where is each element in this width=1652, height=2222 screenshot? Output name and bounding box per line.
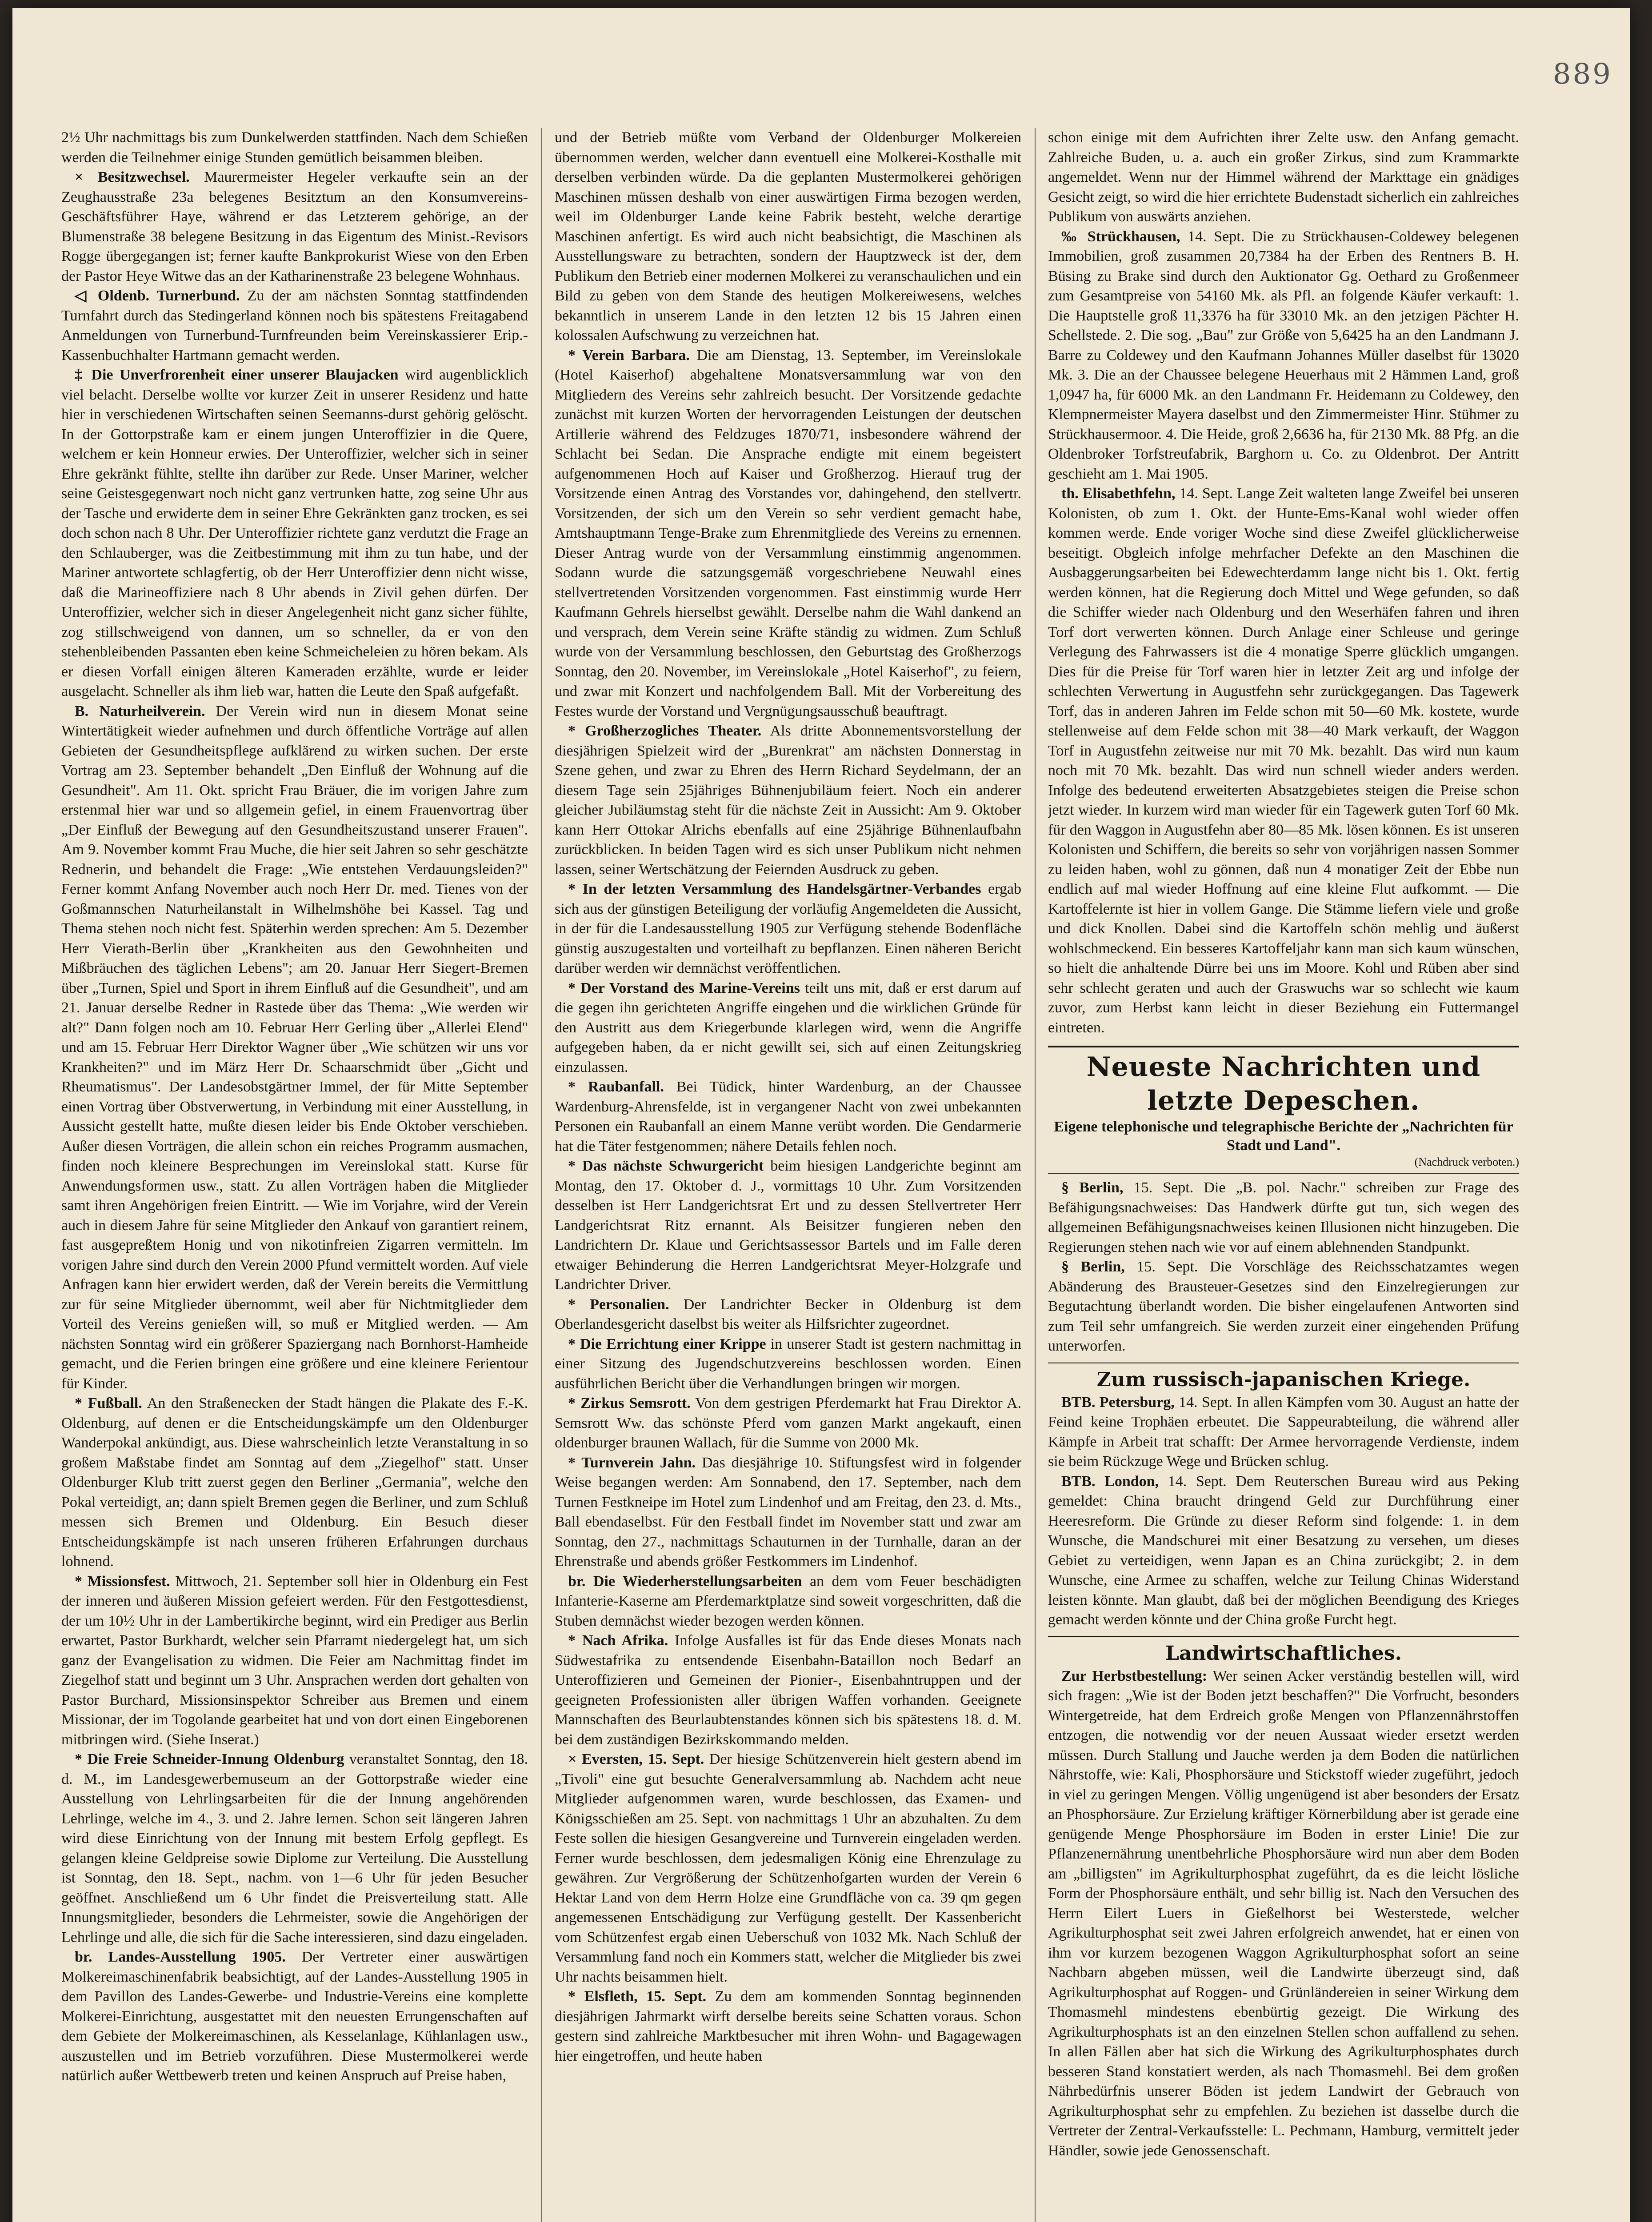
article-paragraph — [555, 1394, 1021, 1453]
article-heading: * Der Vorstand des Marine-Vereins — [568, 979, 800, 996]
article-paragraph — [1048, 1472, 1519, 1630]
article-paragraph — [61, 1947, 528, 2086]
article-text: Die am Dienstag, 13. September, im Vereinslokale (Hotel Kaiserhof) abgehaltene Monatsversammlung war von den Mitgliedern des Vereins sehr zahlreich besucht. Der Vorsitzende gedachte zunächst mit kurzen Worten der hervorragenden Leistungen der deutschen Artillerie während des Feldzuges 1870/71, insbesondere während der Schlacht bei Sedan. Die Ansprache endigte mit einem begeistert aufgenommenen Hoch auf Kaiser und Großherzog. Hierauf trug der Vorsitzende einen Antrag des Vorstandes vor, dahingehend, den stellvertr. Vorsitzenden, der sich um den Verein so sehr verdient gemacht habe, Amtshauptmann Tenge-Brake zum Ehrenmitgliede des Vereins zu ernennen. Dieser Antrag wurde von der Versammlung einstimmig angenommen. Sodann wurde die satzungsgemäß vorgeschriebene Neuwahl eines stellvertretenden Vorsitzenden vorgenommen. Fast einstimmig wurde Herr Kaufmann Gehrels hierselbst gewählt. Derselbe nahm die Wahl dankend an und versprach, dem Verein seine Kräfte ständig zu widmen. Zum Schluß wurde von der Versammlung beschlossen, den Geburtstag des Großherzogs Sonntag, den 20. November, im Vereinslokale „Hotel Kaiserhof", zu feiern, und zwar mit Konzert und nachfolgendem Ball. Mit der Vorbereitung des Festes wurde der Vorstand und Vergnügungsausschuß beauftragt. — [555, 347, 1021, 719]
article-text: und der Betrieb müßte vom Verband der Oldenburger Molkereien übernommen werden, welcher dann eventuell eine Molkerei-Kosthalle mit derselben verbinden würde. Da die geplanten Mustermolkerei gehörigen Maschinen müssen deshalb von einer auswärtigen Firma bezogen werden, weil im Oldenburger Lande keine Fabrik besteht, welche derartige Maschinen anfertigt. Es wird auch nicht beabsichtigt, die Maschinen als Ausstellungsware zu betrachten, sondern der Hauptzweck ist der, dem Publikum den Betrieb einer modernen Molkerei zu veranschaulichen und ein Bild zu geben von dem Stande des heutigen Molkereiwesens, welches bekanntlich in unserem Lande in den letzten 12 bis 15 Jahren einen kolossalen Aufschwung zu verzeichnen hat. — [555, 129, 1021, 344]
article-paragraph — [555, 1750, 1021, 1987]
article-text: Von dem gestrigen Pferdemarkt hat Frau Direktor A. Semsrott Ww. das schönste Pferd vom ganzen Markt angekauft, einen oldenburger braunen Wallach, für die Summe von 2000 Mk. — [555, 1395, 1021, 1451]
article-heading: * Die Errichtung einer Krippe — [568, 1335, 766, 1352]
latest-news-items — [1048, 1178, 1519, 1356]
article-heading: br. Die Wiederherstellungsarbeiten — [568, 1573, 802, 1590]
article-heading: Zur Herbstbestellung: — [1061, 1667, 1208, 1684]
war-section-title: Zum russisch-japanischen Kriege. — [1048, 1363, 1519, 1393]
newspaper-page — [12, 8, 1630, 2222]
article-text: Der Landrichter Becker in Oldenburg ist dem Oberlandesgericht daselbst bis weiter als Hilfsrichter zugeordnet. — [555, 1296, 1021, 1332]
column-right — [1048, 128, 1519, 2222]
article-heading: * Die Freie Schneider-Innung Oldenburg — [75, 1751, 344, 1767]
article-text: Der hiesige Schützenverein hielt gestern abend im „Tivoli" eine gut besuchte Generalversammlung ab. Nachdem acht neue Mitglieder aufgenommen waren, wurde beschlossen, das Examen- und Königsschießen am 25. Sept. von nachmittags 1 Uhr an abzuhalten. Zu dem Feste sollen die hiesigen Gesangvereine und Turnverein eingeladen werden. Ferner wurde beschlossen, dem jedesmaligen König eine Ehrenzulage zu gewähren. Zur Vergrößerung der Schützenhofgarten wurden der Verein 6 Hektar Land von dem Herrn Holze eine Grundfläche von ca. 39 qm gegen angemessenen Entschädigung zur Verfügung gestellt. Der Kassenbericht vom Schützenfest ergab einen Ueberschuß von 1032 Mk. Nach Schluß der Versammlung fand noch ein Kommers statt, welcher die Mitglieder bis zwei Uhr nachts beisammen hielt. — [555, 1751, 1021, 1985]
article-text: Maurermeister Hegeler verkaufte sein an der Zeughausstraße 23a belegenes Besitztum an den Konsumvereins-Geschäftsführer Haye, während er das Letzterem gehörige, an der Blumenstraße 38 belegene Besitzung in das Eigentum des Minist.-Revisors Rogge übergegangen ist; ferner kaufte Bankprokurist Wiese von den Erben der Pastor Heye Witwe das an der Katharinenstraße 23 belegene Wohnhaus. — [61, 169, 528, 284]
latest-news-title: Neueste Nachrichten und letzte Depeschen. — [1086, 1051, 1481, 1116]
article-text: schon einige mit dem Aufrichten ihrer Zelte usw. den Anfang gemacht. Zahlreiche Buden, u. a. auch ein großer Zirkus, sind zum Krammarkte angemeldet. Wenn nur der Himmel während der Markttage ein gnädiges Gesicht zeigt, so wird die hier errichtete Budenstadt sicherlich ein zahlreiches Publikum von auswärts anziehen. — [1048, 129, 1519, 225]
article-text: 14. Sept. Die zu Strückhausen-Coldewey belegenen Immobilien, groß zusammen 20,7384 ha der Erben des Rentners B. H. Büsing zu Brake sind durch den Auktionator Gg. Oethard zu Großenmeer zum Gesamtpreise von 54160 Mk. als Pfl. an folgende Käufer verkauft: 1. Die Hauptstelle groß 11,3376 ha für 33010 Mk. an den jetzigen Pächter H. Schellstede. 2. Die sog. „Bau" zur Größe von 5,6425 ha an den Landmann J. Barre zu Coldewey und den Kaufmann Johannes Müller daselbst für 13020 Mk. 3. Die an der Chaussee belegene Heuerhaus mit 2 Hämmen Land, groß 1,0947 ha, für 6000 Mk. an den Landmann Fr. Heidemann zu Coldewey, den Klempnermeister Mayera daselbst und den Zimmermeister Hinr. Stühmer zu Strückhausermoor. 4. Die Heide, groß 2,6636 ha, für 2130 Mk. 88 Pfg. an die Oldenbroker Torfstreufabrik, Barghorn u. Co. zu Oldenbrot. Der Antritt geschieht am 1. Mai 1905. — [1048, 228, 1519, 482]
article-heading: * Missionsfest. — [75, 1573, 170, 1590]
article-text: Mittwoch, 21. September soll hier in Oldenburg ein Fest der inneren und äußeren Mission gefeiert werden. Für den Festgottesdienst, der um 10½ Uhr in der Lambertikirche beginnt, wird ein Prediger aus Berlin erwartet, Pastor Burkhardt, welcher sein Pfarramt niedergelegt hat, um sich ganz der Evangelisation zu widmen. Die Feier am Nachmittag findet im Ziegelhof statt und beginnt um 3 Uhr. Ansprachen werden dort gehalten von Pastor Burchard, Missionsinspektor Schreiber aus Bremen und einem Missionar, der im Togolande gearbeitet hat und von dort einen Eingeborenen mitbringen wird. (Siehe Inserat.) — [61, 1573, 528, 1748]
article-heading: br. Landes-Ausstellung 1905. — [75, 1949, 286, 1965]
article-text: Als dritte Abonnementsvorstellung der diesjährigen Spielzeit wird der „Burenkrat" am nächsten Donnerstag in Szene gehen, und zwar zu Ehren des Herrn Richard Seydelmann, der an diesem Tage sein 25jähriges Bühnenjubiläum feiert. Noch ein anderer gleicher Jubiläumstag steht für die nächste Zeit in Aussicht: Am 9. Oktober kann Herr Ottokar Alrichs ebenfalls auf eine 25jährige Bühnenlaufbahn zurückblicken. In beiden Tagen wird es sich unser Publikum nicht nehmen lassen, seiner Wertschätzung der Feiernden Ausdruck zu geben. — [555, 723, 1021, 878]
article-paragraph — [61, 168, 528, 286]
article-paragraph — [555, 1453, 1021, 1572]
article-text: teilt uns mit, daß er erst darum auf die gegen ihn gerichteten Angriffe eingehen und die wirklichen Gründe für den Austritt aus dem Kriegerbunde klarlegen wird, wenn die Angriffe aufgegeben haben, da er nicht gewillt sei, sich auf einen Zeitungskrieg einzulassen. — [555, 979, 1021, 1075]
article-text: 14. Sept. Lange Zeit walteten lange Zweifel bei unseren Kolonisten, ob zum 1. Okt. der Hunte-Ems-Kanal wohl wieder offen kommen werde. Ende voriger Woche sind diese Zweifel glücklicherweise beseitigt. Obgleich infolge mehrfacher Defekte an den Maschinen die Ausbaggerungsarbeiten bei Edewechterdamm lange nicht bis 1. Okt. fertig werden können, hat die Regierung doch Mittel und Wege gefunden, so daß die Schiffer wieder nach Oldenburg und den Weserhäfen fahren und ihren Torf dort verwerten können. Durch Anlage einer Schleuse und geringe Verlegung des Fahrwassers ist die 4 monatige Sperre glücklich umgangen. Dies für die Preise für Torf waren hier in letzter Zeit arg und infolge der schlechten Verwertung in Augustfehn sehr zurückgegangen. Das Tagewerk Torf, das in anderen Jahren im Felde schon mit 50—60 Mk. kostete, wurde stellenweise auf dem Felde schon mit 38—40 Mark verkauft, der Waggon Torf in Augustfehn zeitweise nur mit 70 Mk. bezahlt. Das wird nun kaum noch mit 70 Mk. bezahlt. Das wird nun schnell wieder anders werden. Infolge des bedeutend erweiterten Absatzgebietes steigen die Preise schon jetzt wieder. In kurzem wird man wieder für ein Tagewerk guten Torf 60 Mk. für den Waggon in Augustfehn aber 80—85 Mk. lösen können. Es ist unseren Kolonisten und Schiffern, die bereits so sehr von vorjährigen nassen Sommer zu leiden haben, wohl zu gönnen, daß nun 4 monatiger Zeit der Ebbe nun endlich auf mal wieder Hoffnung auf eine kleine Flut aufkommt. — Die Kartoffelernte ist hier in vollem Gange. Die Stämme liefern viele und große und dick Knollen. Dabei sind die Kartoffeln schön mehlig und äußerst wohlschmeckend. Ein besseres Kartoffeljahr kann man sich kaum wünschen, so hielt die anhaltende Dürre bei uns im Moore. Kohl und Rüben aber sind sehr schlecht geraten und auch der Graswuchs war so schlecht wie kaum zuvor, zum Herbst kann leicht in dieser Beziehung ein Futtermangel eintreten. — [1048, 485, 1519, 1036]
article-text: Der Vertreter einer auswärtigen Molkereimaschinenfabrik beabsichtigt, auf der Landes-Ausstellung 1905 in dem Pavillon des Landes-Gewerbe- und Industrie-Vereins eine komplette Molkerei-Einrichtung, ausgestattet mit den neuesten Errungenschaften auf dem Gebiete der Molkereimaschinen, als Kesselanlage, Kühlanlagen usw., auszustellen und im Betrieb vorzuführen. Diese Mustermolkerei werde natürlich außer Wettbewerb treten und keinen Anspruch auf Preise haben, — [61, 1949, 528, 2084]
article-heading: ‰ Strückhausen, — [1061, 228, 1180, 245]
article-text: Infolge Ausfalles ist für das Ende dieses Monats nach Südwestafrika zu entsendende Eisenbahn-Bataillon noch Bedarf an Unteroffizieren und Gemeinen der Pionier-, Eisenbahntruppen und der geeigneten Professionisten aller übrigen Waffen vorhanden. Geeignete Mannschaften des Beurlaubtenstandes können sich bis spätestens 18. d. M. bei dem zuständigen Bezirkskommando melden. — [555, 1632, 1021, 1748]
latest-news-subtitle: Eigene telephonische und telegraphische Berichte der „Nachrichten für Stadt und Land". — [1054, 1119, 1513, 1154]
article-text: Der Verein wird nun in diesem Monat seine Wintertätigkeit wieder aufnehmen und durch öffentliche Vorträge auf allen Gebieten der Gesundheitspflege aufklärend zu wirken suchen. Der erste Vortrag am 23. September behandelt „Den Einfluß der Wohnung auf die Gesundheit". Am 11. Okt. spricht Frau Bräuer, die im vorigen Jahre zum erstenmal hier war und so allgemein gefiel, in einem Frauenvortrag über „Der Einfluß der Bewegung auf den Gesundheitszustand unserer Frauen". Am 9. November kommt Frau Muche, die hier seit Jahren so sehr geschätzte Rednerin, und behandelt die Frage: „Wie entstehen Verdauungsleiden?" Ferner kommt Anfang November auch noch Herr Dr. med. Tienes von der Goßmannschen Naturheilanstalt in Wilhelmshöhe bei Kassel. Tag und Thema stehen noch nicht fest. Späterhin werden sprechen: Am 5. Dezember Herr Vierath-Berlin über „Krankheiten aus den Gewohnheiten und Mißbräuchen des täglichen Lebens"; am 20. Januar Herr Siegert-Bremen über „Turnen, Spiel und Sport in ihrem Einfluß auf die Gesundheit", und am 21. Januar derselbe Redner in Rastede über das Thema: „Wie werden wir alt?" Dann folgen noch am 10. Februar Herr Gerling über „Allerlei Elend" und am 15. Februar Herr Direktor Wagner über „Wie schützen wir uns vor Krankheiten?" und im März Herr Dr. Schaarschmidt über „Gicht und Rheumatismus". Der Landesobstgärtner Immel, der für Mitte September einen Vortrag über Obstverwertung, in Verbindung mit einer Ausstellung, in Aussicht gestellt hatte, mußte diesen leider bis Ende Oktober verschieben. Außer diesen Vorträgen, die allein schon ein reiches Programm ausmachen, finden noch kleinere Besprechungen im Vereinslokal statt. Kurse für Anwendungsformen usw., statt. Zu allen Vorträgen haben die Mitglieder samt ihren Angehörigen freien Eintritt. — Wie im Vorjahre, wird der Verein auch in diesem Jahre für seine Mitglieder den Ankauf von garantiert reinem, fast ausgepreßtem Honig und von nikotinfreien Zigarren vermitteln. Im vorigen Jahre sind durch den Verein 2000 Pfund vermittelt worden. Auf viele Anfragen kann hier erwidert werden, daß der Verein bereits die Vermittlung zur für seine Mitglieder übernommt, weil aber für Nichtmitglieder dem Vorteil des Vereins genießen will, so muß er Mitglied werden. — Am nächsten Sonntag wird ein größerer Spaziergang nach Bornhorst-Hamheide gemacht, und die Ferien bringen eine größere und eine kleinere Ferientour für Kinder. — [61, 703, 528, 1392]
article-paragraph — [61, 1750, 528, 1947]
column-rule — [541, 128, 542, 2222]
article-paragraph — [555, 879, 1021, 979]
article-text: veranstaltet Sonntag, den 18. d. M., im Landesgewerbemuseum an der Gottorpstraße wieder eine Ausstellung von Lehrlingsarbeiten für die der Innung angehörenden Lehrlinge, welche im 4., 3. und 2. Jahre lernen. Schon seit längeren Jahren wird diese Einrichtung von der Innung mit bestem Erfolg gepflegt. Es gelangen kleine Geldpreise sowie Diplome zur Verteilung. Die Ausstellung ist Sonntag, den 18. Sept., nachm. von 1—6 Uhr für jeden Besucher geöffnet. Anschließend um 6 Uhr findet die Preisverteilung statt. Alle Innungsmitglieder, besonders die Lehrmeister, sowie die Angehörigen der Lehrlinge und alle, die sich für die Sache interessieren, sind dazu eingeladen. — [61, 1751, 528, 1946]
article-text: Das diesjährige 10. Stiftungsfest wird in folgender Weise begangen werden: Am Sonnabend, den 17. September, nach dem Turnen Festkneipe im Hotel zum Lindenhof und am Freitag, den 23. d. Mts., Ball ebendaselbst. Für den Festball findet im November statt und zwar am Sonntag, den 27., nachmittags Schauturnen in der Turnhalle, daran an der Ehrenstraße und abends größer Festkommers im Lindenhof. — [555, 1454, 1021, 1570]
article-heading: § Berlin, — [1061, 1179, 1124, 1196]
article-paragraph — [555, 1572, 1021, 1631]
agriculture-items — [1048, 1666, 1519, 2161]
latest-news-header — [1048, 1046, 1519, 1174]
article-paragraph — [61, 286, 528, 365]
article-heading: th. Elisabethfehn, — [1061, 485, 1176, 502]
article-text: in unserer Stadt ist gestern nachmittag in einer Sitzung des Jugendschutzvereins beschlossen worden. Einen ausführlichen Bericht über die Verhandlungen bringen wir morgen. — [555, 1335, 1021, 1392]
article-paragraph — [555, 1631, 1021, 1750]
article-heading: * Fußball. — [75, 1395, 142, 1411]
article-text: ergab sich aus der günstigen Beteiligung der vorläufig Angemeldeten die Aussicht, in der für die Landesausstellung 1905 zur Verfügung stehende Bodenfläche günstig auszugestalten und vorteilhaft zu bepflanzen. Einen näheren Bericht darüber werden wir demnächst veröffentlichen. — [555, 881, 1021, 976]
article-paragraph — [1048, 128, 1519, 227]
article-heading: × Besitzwechsel. — [75, 169, 190, 185]
article-text: an dem vom Feuer beschädigten Infanterie-Kaserne am Pferdemarktplatze sind soweit vorgeschritten, daß die Stuben demnächst wieder bezogen werden können. — [555, 1573, 1021, 1629]
article-heading: * Großherzogliches Theater. — [568, 723, 762, 739]
column-middle — [555, 128, 1021, 2222]
article-text: 14. Sept. Dem Reuterschen Bureau wird aus Peking gemeldet: China braucht dringend Geld zur Durchführung einer Heeresreform. Die Gründe zu dieser Reform sind folgende: 1. in dem Wunsche, die Mandschurei mit einer Besatzung zu versehen, um dieses Gebiet zu verteidigen, wenn Japan es an China zurückgibt; 2. in dem Wunsche, eine Armee zu schaffen, welche zur Teilung Chinas Widerstand leisten könnte. Man glaubt, daß bei der möglichen Beendigung des Krieges gemacht werden könnte und der China große Furcht hegt. — [1048, 1473, 1519, 1628]
article-text: Zu der am nächsten Sonntag stattfindenden Turnfahrt durch das Stedingerland können noch bis spätestens Freitagabend Anmeldungen von Turnerbund-Turnfreunden beim Vereinskassierer Erip.-Kassenbuchhalter Hartmann gemacht werden. — [61, 288, 528, 364]
article-heading: § Berlin, — [1061, 1259, 1125, 1275]
article-heading: * Nach Afrika. — [568, 1632, 668, 1649]
article-heading: ◁ Oldenb. Turnerbund. — [75, 288, 240, 304]
article-paragraph — [1048, 227, 1519, 484]
article-text: Wer seinen Acker verständig bestellen will, wird sich fragen: „Wie ist der Boden jetzt beschaffen?" Die Vorfrucht, besonders Wintergetreide, hat dem Erdreich große Mengen von Pflanzennährstoffen entzogen, die notwendig vor der neuen Aussaat wieder ersetzt werden müssen. Durch Stallung und Jauche werden ja dem Boden die natürlichen Nährstoffe, wie: Kali, Phosphorsäure und Stickstoff wieder zugeführt, jedoch in viel zu geringen Mengen. Völlig ungenügend ist aber besonders der Ersatz an Phosphorsäure. Zur Erzielung kräftiger Körnerbildung aber ist gerade eine genügende Menge Phosphorsäure im Boden in erster Linie! Die zur Pflanzenernährung unentbehrliche Phosphorsäure wird nun aber dem Boden am „billigsten" im Agrikulturphosphat zugeführt, da es die leicht lösliche Form der Phosphorsäure enthält, und sehr billig ist. Nach den Versuchen des Herrn Eilert Luers in Gießelhorst bei Westerstede, welcher Agrikulturphosphat seit zwei Jahren erfolgreich anwendet, hat er einen von ihm vor kurzem bezogenen Waggon Agrikulturphosphat sofort an seine Nachbarn abgeben müssen, weil die Landwirte überzeugt sind, daß Agrikulturphosphat auf Roggen- und Grünländereien in seiner Wirkung dem Thomasmehl mindestens ebenbürtig gezeigt. Die Wirkung des Agrikulturphosphats ist an den einzelnen Stellen schon auffallend zu sehen. In allen Fällen aber hat sich die Wirkung des Agrikulturphosphates durch besseren Stand konstatiert werden, als nach Thomasmehl. Bei dem großen Nährbedürfnis unserer Böden ist jedem Landwirt der Gebrauch von Agrikulturphosphat sehr zu empfehlen. Zu beziehen ist dasselbe durch die Vertreter der Zentral-Verkaufsstelle: L. Pechmann, Hamburg, vermittelt jeder Händler, sowie jede Genossenschaft. — [1048, 1667, 1519, 2159]
article-paragraph — [61, 128, 528, 168]
article-heading: BTB. London, — [1061, 1473, 1159, 1490]
article-text: 14. Sept. In allen Kämpfen vom 30. August an hatte der Feind keine Trophäen erbeutet. Die Sappeurabteilung, die während aller Kämpfe in Arbeit trat schafft: Der Armee hervorragende Verdienste, indem sie beim Rückzuge Wege und Brücken schlug. — [1048, 1394, 1519, 1470]
article-paragraph — [555, 1987, 1021, 2066]
article-paragraph — [555, 1077, 1021, 1156]
article-paragraph — [555, 128, 1021, 346]
article-heading: ‡ Die Unverfrorenheit einer unserer Blaujacken — [75, 367, 399, 383]
article-text: beim hiesigen Landgerichte beginnt am Montag, den 17. Oktober d. J., vormittags 10 Uhr. Zum Vorsitzenden desselben ist Herr Landgerichtsrat Ert und zu dessen Stellvertreter Herr Landgerichtsrat Ritz ernannt. Als Beisitzer fungieren neben den Landrichtern Dr. Klaue und Gerichtsassessor Bartels und im Falle deren etwaiger Behinderung die Herren Landgerichtsrat Meyer-Holzgrafe und Landrichter Driver. — [555, 1158, 1021, 1293]
article-paragraph — [555, 1335, 1021, 1394]
article-paragraph — [555, 1295, 1021, 1335]
article-heading: * Zirkus Semsrott. — [568, 1395, 691, 1411]
article-paragraph — [555, 721, 1021, 879]
article-heading: * Personalien. — [568, 1296, 669, 1313]
article-heading: × Eversten, 15. Sept. — [568, 1751, 704, 1767]
article-heading: B. Naturheilverein. — [75, 703, 205, 719]
article-heading: * In der letzten Versammlung des Handelsgärtner-Verbandes — [568, 881, 981, 897]
article-paragraph — [1048, 1178, 1519, 1257]
article-text: 15. Sept. Die „B. pol. Nachr." schreiben zur Frage des Befähigungsnachweises: Das Handwerk dürfte gut tun, sich wegen des allgemeinen Befähigungsnachweises keinen Illusionen nicht hinzugeben. Die Regierungen stehen nach wie vor auf einem ablehnenden Standpunkt. — [1048, 1179, 1519, 1255]
article-text: wird augenblicklich viel belacht. Derselbe wollte vor kurzer Zeit in unserer Residenz und hatte hier in verschiedenen Wirtschaften seinen Seemanns-durst gehörig gelöscht. In der Gottorpstraße kam er einem jungen Unteroffizier in die Quere, welchem er kein Honneur erwies. Der Unteroffizier, welcher sich in seiner Ehre gekränkt fühlte, stellte ihn darüber zur Rede. Unser Mariner, welcher seine Geistesgegenwart noch nicht ganz vertrunken hatte, zog seine Uhr aus der Tasche und erwiderte dem in seiner Ehre Gekränkten ganz trocken, es sei doch schon nach 8 Uhr. Der Unteroffizier richtete ganz verdutzt die Frage an den Schlauberger, was die Zeitbestimmung mit ihm zu tun habe, und der Mariner antwortete schlagfertig, ob der Herr Unteroffizier denn nicht wisse, daß die Marineoffiziere nach 8 Uhr abends in Zivil gehen dürfen. Der Unteroffizier, welcher sich in dieser Angelegenheit nicht ganz sicher fühlte, zog stillschweigend von dannen, um so schneller, da er von den stehenbleibenden Passanten eben keine Schmeicheleien zu hören bekam. Als er diesen Vorfall einigen älteren Kameraden erzählte, wurde er leider ausgelacht. Schneller als ihm lieb war, hatten die Leute den Spaß aufgefaßt. — [61, 367, 528, 699]
article-heading: * Verein Barbara. — [568, 347, 690, 364]
war-news-items — [1048, 1393, 1519, 1630]
article-paragraph — [1048, 1257, 1519, 1356]
page-number: 889 — [1552, 58, 1612, 91]
article-text: 15. Sept. Die Vorschläge des Reichsschatzamtes wegen Abänderung des Brausteuer-Gesetzes sind den Einzelregierungen zur Begutachtung überlandt worden. Die bisher eingelaufenen Antworten sind zum Teil sehr umfangreich. Sie werden zurzeit einer eingehenden Prüfung unterworfen. — [1048, 1259, 1519, 1354]
article-paragraph — [1048, 484, 1519, 1038]
agriculture-section-title: Landwirtschaftliches. — [1048, 1636, 1519, 1666]
article-paragraph — [1048, 1393, 1519, 1472]
local-news-continued — [1048, 128, 1519, 1038]
article-paragraph — [555, 979, 1021, 1078]
article-heading: BTB. Petersburg, — [1061, 1394, 1175, 1411]
article-paragraph — [1048, 1666, 1519, 2161]
article-heading: * Das nächste Schwurgericht — [568, 1158, 764, 1174]
article-heading: * Turnverein Jahn. — [568, 1454, 696, 1471]
article-heading: * Elsfleth, 15. Sept. — [568, 1988, 707, 2005]
article-heading: * Raubanfall. — [568, 1079, 664, 1095]
article-paragraph — [555, 1156, 1021, 1295]
article-text: An den Straßenecken der Stadt hängen die Plakate des F.-K. Oldenburg, auf denen er die Entscheidungskämpfe um den Oldenburger Wanderpokal ankündigt, aus. Diese wahrscheinlich letzte Veranstaltung in so großem Maßstabe findet am Sonntag auf dem „Ziegelhof" statt. Unser Oldenburger Klub tritt zuerst gegen den Berliner „Germania", welche den Pokal verteidigt, an; dann spielt Bremen gegen die Berliner, und zum Schluß messen sich Bremen und Oldenburg. Ein Besuch dieser Entscheidungskämpfe ist nach unseren früheren Erfahrungen durchaus lohnend. — [61, 1395, 528, 1570]
column-left — [61, 128, 528, 2222]
article-paragraph — [61, 365, 528, 702]
article-paragraph — [61, 1572, 528, 1750]
article-text: Bei Tüdick, hinter Wardenburg, an der Chaussee Wardenburg-Ahrensfelde, ist in vergangener Nacht von zwei unbekannten Personen ein Raubanfall an einem Manne verübt worden. Die Gendarmerie hat die Täter festgenommen; nähere Details fehlen noch. — [555, 1079, 1021, 1155]
article-paragraph — [555, 346, 1021, 722]
column-rule — [1035, 128, 1036, 2222]
article-text: 2½ Uhr nachmittags bis zum Dunkelwerden stattfinden. Nach dem Schießen werden die Teilnehmer einige Stunden gemütlich beisammen bleiben. — [61, 129, 528, 166]
reprint-note: (Nachdruck verboten.) — [1414, 1155, 1519, 1168]
article-paragraph — [61, 1394, 528, 1572]
article-text: Zu dem am kommenden Sonntag beginnenden diesjährigen Jahrmarkt wirft derselbe bereits seine Schatten voraus. Schon gestern sind zahlreiche Marktbesucher mit ihren Wohn- und Bagagewagen hier eingetroffen, und heute haben — [555, 1988, 1021, 2064]
article-paragraph — [61, 702, 528, 1394]
